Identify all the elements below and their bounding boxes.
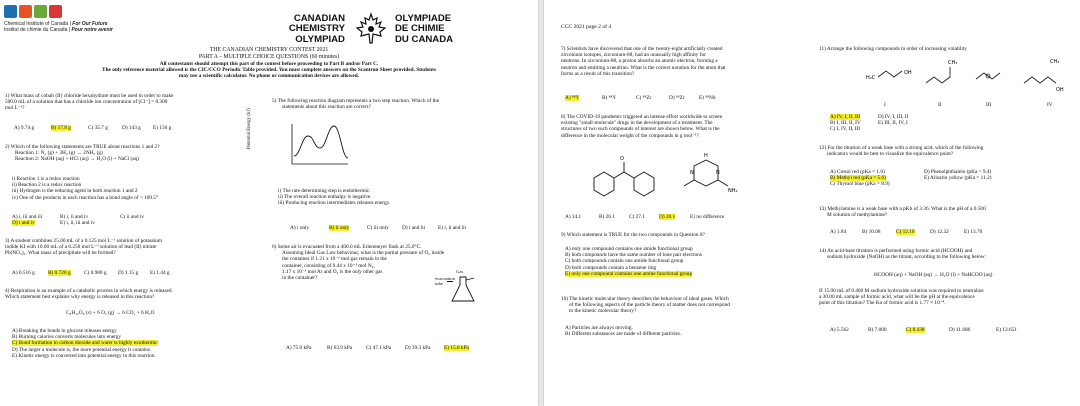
q8-option-d[interactable]: D) 28.1 <box>659 214 676 220</box>
q4-option-c[interactable]: C) Bond formation in carbon dioxide and water is highly exothermic <box>12 340 158 347</box>
q3-stem: 3) A student combines 25.00 mL of a 0.125 mol L⁻¹ solution of potassium iodide KI with 10.00 mL of a 0.250 mol L⁻¹ solution of lead (II) nitrate Pb(NO₃)₂. What mass of precipitate will be formed? <box>5 238 163 257</box>
svg-text:H: H <box>704 153 708 159</box>
q5-option-d[interactable]: D) i and iii <box>402 225 426 231</box>
q14-option-b[interactable]: B) 7.000 <box>868 327 887 333</box>
q14-equation: HCOOH (aq) + NaOH (aq) → H₂O (l) + NaHCOO (aq) <box>874 272 993 278</box>
q14-stem-2: If 15.00 mL of 0.400 M sodium hydroxide solution was required to neutralize a 30.00 mL sample of formic acid, what will be the pH at the equivalence point of this titration? The Ka of formic acid is 1.77 × 10⁻⁴. <box>819 288 984 307</box>
q10-options <box>565 325 681 337</box>
q9-stem: 9) Which statement is TRUE for the two compounds in Question 8? <box>561 232 705 238</box>
q2-statements: i) Reaction 1 is a redox reaction ii) Reaction 2 is a redox reaction iii) Hydrogen is the reducing agent in both reaction 1 and 2 iv) One of the products in each reaction has a bond angle of < 109.5° <box>12 176 159 201</box>
q10-stem: 10) The kinetic molecular theory describes the behaviour of ideal gases. Which of the following aspects of the particle theory of matter does not correspond to the kinetic molecular theory? <box>561 296 730 315</box>
q12-option-c[interactable]: C) Thymol blue (pKa = 8.9) <box>830 181 890 188</box>
q5-option-c[interactable]: C) iii only <box>367 225 389 231</box>
q3-option-a[interactable]: A) 0.516 g <box>12 270 35 276</box>
q13-option-e[interactable]: E) 13.70 <box>964 229 983 235</box>
q1-option-e[interactable]: E) 150 g <box>153 125 172 131</box>
olympiad-en: CANADIAN CHEMISTRY OLYMPIAD <box>288 13 345 45</box>
instructions-1: All contestants should attempt this part of the contest before proceeding to Part B and/or Part C. <box>159 61 379 67</box>
q10-option-a[interactable]: A) Particles are always moving. <box>565 325 633 331</box>
instructions-2: The only reference material allowed is the CIC/CCO Periodic Table provided. You must complete answers on the Scantron Sheet provided. Students <box>102 67 436 73</box>
q13-option-d[interactable]: D) 12.32 <box>930 229 949 235</box>
q13-option-a[interactable]: A) 1.84 <box>830 229 847 235</box>
q9-option-e[interactable]: E) only one compound contains one amine functional group <box>565 270 693 277</box>
instructions-3: may use a scientific calculator. No phone or communication devices are allowed. <box>178 73 360 79</box>
q4-option-a[interactable]: A) Breaking the bonds in glucose releases energy <box>12 328 117 334</box>
q2-option-a[interactable]: A) i, iii and iii <box>12 214 43 220</box>
q12-options-right <box>924 169 992 181</box>
q1-option-c[interactable]: C) 35.7 g <box>88 125 108 131</box>
q2-option-b[interactable]: B) i, ii and iv <box>60 214 89 220</box>
q7-option-a[interactable]: A) ⁸⁸Y <box>565 95 580 101</box>
q3-option-b[interactable]: B) 0.720 g <box>48 270 71 276</box>
q11-structures <box>864 55 1074 93</box>
q7-stem: 7) Scientists have discovered that one of the twenty-eight artificially created zirconium isotopes, zirconium-88, had an unusually high affinity for neutrons. In zirconium-88, a proton absorbs an atomic electron, forming a neutron and emitting a neutrino. What is the correct notation for the atom that forms as a result of this transition? <box>561 46 726 77</box>
q4-option-b[interactable]: B) Burning calories converts molecules into energy <box>12 334 122 341</box>
q7-option-d[interactable]: D) ⁸⁹Zr <box>669 95 685 101</box>
q3-option-e[interactable]: E) 1.44 g <box>150 270 170 276</box>
q14-option-d[interactable]: D) 11.686 <box>949 327 971 333</box>
page-1 <box>0 0 538 406</box>
svg-text:CH₃: CH₃ <box>948 60 958 66</box>
q7-option-e[interactable]: E) ⁸⁸Nb <box>699 95 716 101</box>
q5-option-a[interactable]: A) i only <box>290 225 310 231</box>
q12-option-a[interactable]: A) Cresol red (pKa = 1.0) <box>830 169 885 175</box>
q8-stem: 8) The COVID-19 pandemic triggered an intense effort worldwide to screen existing "small-molecule" drugs in the development of a treatment. The structures of two such compounds of interest are shown below. What is the difference in the molecular weight of the compounds in g mol⁻¹? <box>561 114 723 139</box>
q12-option-b[interactable]: B) Methyl red (pKa = 5.0) <box>830 175 886 182</box>
contest-title: THE CANADIAN CHEMISTRY CONTEST 2021 <box>209 47 329 53</box>
q10-option-b[interactable]: B) Different substances are made of different particles. <box>565 331 682 338</box>
q8-option-b[interactable]: B) 26.1 <box>599 214 615 220</box>
q8-molecule-structures <box>584 148 754 206</box>
q2-option-c[interactable]: C) ii and iv <box>120 214 144 220</box>
q2-option-e[interactable]: E) i, ii, iii and iv <box>60 220 95 226</box>
q6-option-d[interactable]: D) 39.3 kPa <box>405 345 431 351</box>
q11-option-a[interactable]: A) IV, I, II, III <box>830 114 861 120</box>
svg-text:N: N <box>716 170 720 176</box>
q14-option-a[interactable]: A) 5.562 <box>830 327 849 333</box>
q6-gas-label: Gas <box>456 269 464 274</box>
q4-option-d[interactable]: D) The larger a molecule is, the more potential energy it contains. <box>12 346 152 353</box>
q3-option-d[interactable]: D) 1.15 g <box>118 270 139 276</box>
q1-option-a[interactable]: A) 9.74 g <box>14 125 35 131</box>
q2-option-d[interactable]: D) i and iv <box>12 220 35 226</box>
olympiad-fr: OLYMPIADE DE CHIMIE DU CANADA <box>395 13 454 45</box>
q11-stem: 11) Arrange the following compounds in order of increasing volatility <box>819 46 967 52</box>
q4-options <box>12 328 158 359</box>
q14-option-c[interactable]: C) 8.438 <box>906 327 925 333</box>
org-lines: Chemical Institute of Canada | For Our Future Institut de chimie du Canada | Pour notre avenir <box>4 21 113 33</box>
q9-option-a[interactable]: A) only one compound contains one amide functional group <box>565 246 693 252</box>
q6-option-c[interactable]: C) 47.1 kPa <box>366 345 392 351</box>
q11-option-e[interactable]: E) III, II, IV, I <box>878 120 908 127</box>
q4-option-e[interactable]: E) Kinetic energy is converted into potential energy in this reaction. <box>12 352 156 359</box>
q11-option-b[interactable]: B) I, III, II, IV <box>830 120 861 127</box>
q9-option-c[interactable]: C) both compounds contain one amide functional group <box>565 258 684 265</box>
page-2: CCC 2021 page 2 of 4 7) Scientists have discovered that one of the twenty-eight artificially created zirconium isotopes, zirconium-88, had an unusually high affinity for neutrons. In zirconium-88, a proton absorbs an atomic electron, forming a neutron and emitting a neutrino. What is the correct notation for the atom that forms as a result of this transition? A) ⁸⁸Y B) ⁸⁸Y C) ⁸⁸Zr D) ⁸⁹Zr E) ⁸⁸Nb 8) The COVID-19 pandemic triggered an intense effort worldwide to screen existing "small-molecule" drugs in the development of a treatment. The structures of two such compounds of interest are shown below. What is the difference in the molecular weight of the compounds in g mol⁻¹? O H N N NH₂ A) 14.1 B) 26.1 C) 27.1 D) 28.1 E) no difference 9) Which statement is TRUE for the two compounds in Question 8? A) only one compound contains one amide functional group B) both compounds have the same number of lone pair electrons C) both compounds contain one amide functional group D) both compounds contain a benzene ring E) only one compound contains one amine functional group 10) The kinetic molecular theory describes the behaviour of ideal gases. Which of the following aspects of the particle theory of matter does not correspond to the kinetic molecular theory? A) Particles are always moving. B) Different substances are made of different particles. 11) Arrange the following compounds in order of increasing volatility H₃C OH CH₃ CH₃ OH I II III IV A) IV, I, II, III B) I, III, II, IV C) I, IV, II, III D) IV, I, III, II E) III, II, IV, I 12) For the titration of a weak base with a strong acid, which of the following indicators would be best to visualize the equivalence point? A) Cresol red (pKa = 1.0) B) Methyl red (pKa = 5.0) C) Thymol blue (pKa = 8.9) D) Phenolphthalein (pKa = 9.4) E) Alizarin yellow (pKa = 11.2) 13) Methylamine is a weak base with a pKb of 3.36. What is the pH of a 0.500 M solution of methylamine? A) 1.84 B) 10.08 C) 12.16 D) 12.32 E) 13.70 14) An acid-base titration is performed using formic acid (HCOOH) and sodium hydroxide (NaOH) as the titrant, according to the following below: HCOOH (aq) + NaOH (aq) → H₂O (l) + NaHCOO (aq) If 15.00 mL of 0.400 M sodium hydroxide solution was required to neutralize a 30.00 mL sample of formic acid, what will be the pH at the equivalence point of this titration? The Ka of formic acid is 1.77 × 10⁻⁴. A) 5.562 B) 7.000 C) 8.438 D) 11.686 E) 13.651 <box>544 0 1080 406</box>
svg-text:OH: OH <box>1056 87 1064 93</box>
q11-options-left <box>830 114 861 133</box>
q5-stem: 5) The following reaction diagram represents a two step reaction. Which of the statements about this reaction are correct? <box>272 98 440 111</box>
q5-option-e[interactable]: E) i, ii and iii <box>438 225 467 231</box>
maple-leaf-logo <box>353 12 389 46</box>
q6-option-a[interactable]: A) 75.0 kPa <box>286 345 312 351</box>
svg-text:O: O <box>620 156 624 162</box>
q6-tube-label: evacuation tube <box>435 276 455 286</box>
part-title: PART A – MULTIPLE CHOICE QUESTIONS (60 minutes) <box>198 54 340 60</box>
cic-logo <box>4 5 68 19</box>
q3-option-c[interactable]: C) 0.980 g <box>84 270 107 276</box>
q13-option-c[interactable]: C) 12.16 <box>896 229 915 235</box>
q11-options-right <box>878 114 908 126</box>
q9-option-b[interactable]: B) both compounds have the same number of lone pair electrons <box>565 252 702 259</box>
page-header: CCC 2021 page 2 of 4 <box>561 24 612 30</box>
erlenmeyer-flask-icon <box>450 275 476 303</box>
q6-option-b[interactable]: B) 63.9 kPa <box>327 345 353 351</box>
q1-stem: 1) What mass of cobalt (II) chloride hexahydrate must be used in order to make 500.0 mL of a solution that has a chloride ion concentration of [Cl⁻] = 0.300 mol L⁻¹? <box>5 93 174 112</box>
svg-text:OH: OH <box>904 70 912 76</box>
q12-stem: 12) For the titration of a weak base with a strong acid, which of the following indicators would be best to visualize the equivalence point? <box>819 145 984 158</box>
q2-stem: 2) Which of the following statements are TRUE about reactions 1 and 2? Reaction 1: N₂ (g) + 3H₂ (g) → 2NH₃ (g) Reaction 2: NaOH (aq) + HCl (aq) → H₂O (l) + NaCl (aq) <box>5 144 160 163</box>
q6-option-e[interactable]: E) 15.8 kPa <box>444 345 469 351</box>
svg-text:H₃C: H₃C <box>866 75 876 81</box>
q8-option-e[interactable]: E) no difference <box>690 214 725 220</box>
q7-option-c[interactable]: C) ⁸⁸Zr <box>636 95 652 101</box>
q8-option-a[interactable]: A) 14.1 <box>565 214 582 220</box>
svg-text:N: N <box>690 170 694 176</box>
q4-stem: 4) Respiration is an example of a catabolic process in which energy is released. Which statement best explains why energy is released in this reaction? <box>5 288 173 301</box>
q11-option-c[interactable]: C) I, IV, II, III <box>830 126 861 133</box>
q9-options <box>565 246 702 277</box>
svg-text:CH₃: CH₃ <box>1050 59 1060 65</box>
q5-option-b[interactable]: B) ii only <box>329 225 350 231</box>
q13-stem: 13) Methylamine is a weak base with a pKb of 3.36. What is the pH of a 0.500 M solution of methylamine? <box>819 206 986 219</box>
tube-arrow <box>447 281 453 282</box>
q4-equation: C₆H₁₂O₆ (s) + 6 O₂ (g) → 6 CO₂ + 6 H₂O <box>66 310 155 316</box>
q14-option-e[interactable]: E) 13.651 <box>996 327 1017 333</box>
q1-option-b[interactable]: B) 17.8 g <box>51 125 71 131</box>
q13-option-b[interactable]: B) 10.08 <box>862 229 881 235</box>
q8-option-c[interactable]: C) 27.1 <box>629 214 645 220</box>
q1-option-d[interactable]: D) 143 g <box>122 125 141 131</box>
q9-option-d[interactable]: D) both compounds contain a benzene ring <box>565 264 657 271</box>
q12-options-left <box>830 169 890 188</box>
q5-energy-diagram <box>290 122 350 166</box>
svg-text:NH₂: NH₂ <box>728 188 738 194</box>
q11-option-d[interactable]: D) IV, I, III, II <box>878 114 909 120</box>
q7-option-b[interactable]: B) ⁸⁸Y <box>602 95 617 101</box>
q12-option-e[interactable]: E) Alizarin yellow (pKa = 11.2) <box>924 175 992 182</box>
q12-option-d[interactable]: D) Phenolphthalein (pKa = 9.4) <box>924 169 992 175</box>
q5-ylabel: Potential Energy (kJ) <box>247 108 252 149</box>
q14-stem: 14) An acid-base titration is performed using formic acid (HCOOH) and sodium hydroxide (NaOH) as the titrant, according to the following below: <box>819 248 987 261</box>
q5-statements: i) The rate determining step is endothermic. ii) The overall reaction enthalpy is negative. iii) Producing reaction intermediates releases energy. <box>278 188 391 207</box>
q6-stem: 6) Some air is evacuated from a 400.0 mL Erlenmeyer flask at 25.0°C. Assuming Ideal Gas Law behaviour, what is the partial pressure of O₂ inside the container if 1.21 x 10⁻² mol gas remain in the container, consisting of 9.44 x 10⁻³ mol N₂, 1.17 x 10⁻³ mol Ar and O₂ is the only other gas in the container? <box>272 244 445 282</box>
